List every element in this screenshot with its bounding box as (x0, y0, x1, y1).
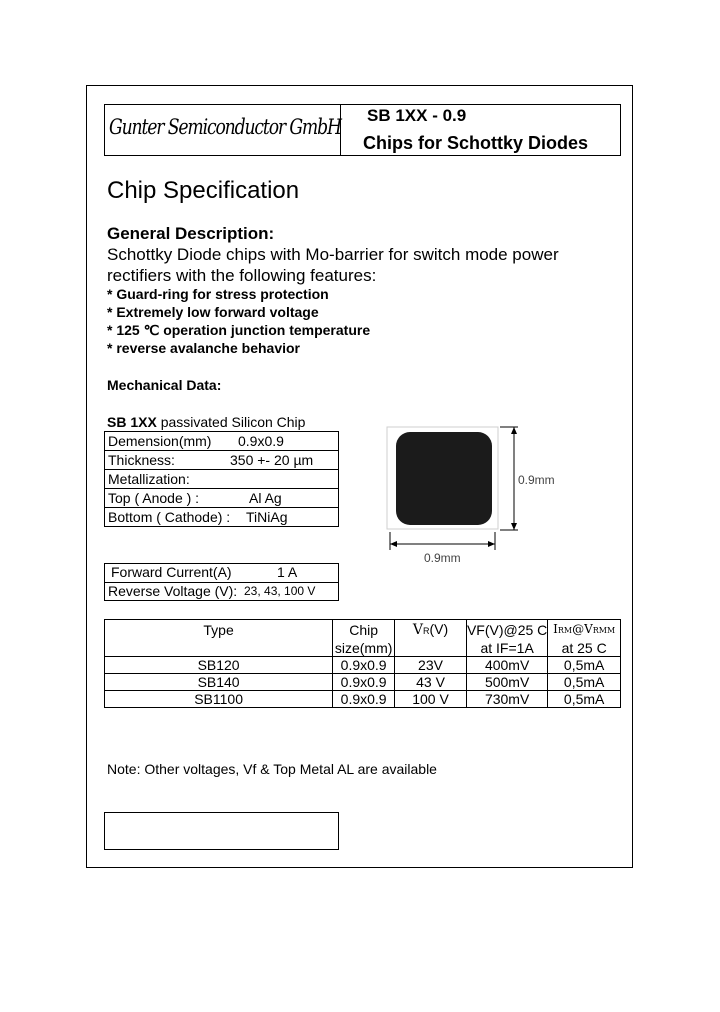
spec-label: Demension(mm) (108, 433, 212, 449)
header-irm-sub: at 25 C (548, 640, 621, 657)
cell-irm: 0,5mA (548, 657, 621, 674)
empty-box (104, 812, 339, 850)
chip-caption-rest: passivated Silicon Chip (156, 414, 306, 430)
spec-cell (105, 489, 339, 508)
spec-label: Top ( Anode ) : (108, 490, 200, 506)
spec-row (105, 508, 339, 527)
spec-value: Al Ag (249, 490, 282, 506)
forward-value: 1 A (277, 564, 298, 580)
header-vf: VF(V)@25 C (466, 620, 547, 641)
spec-label: Thickness: (108, 452, 175, 468)
spec-value: TiNiAg (246, 509, 288, 525)
header-irm: IRM@VRMM (548, 620, 621, 641)
cell-chip: 0.9x0.9 (333, 691, 395, 708)
arrow-down-icon (511, 523, 517, 530)
spec-row (105, 451, 339, 470)
cell-type: SB1100 (105, 691, 333, 708)
general-heading: General Description: (107, 224, 275, 243)
header-chip: Chip (333, 620, 395, 641)
reverse-label: Reverse Voltage (V): (108, 583, 238, 599)
company-logo-cell (105, 105, 341, 155)
subheader-empty (105, 640, 333, 657)
cell-vf: 730mV (466, 691, 547, 708)
cell-vr: 100 V (395, 691, 467, 708)
cell-irm: 0,5mA (548, 674, 621, 691)
spec-row (105, 432, 339, 451)
spec-value: 0.9x0.9 (238, 433, 284, 449)
feature-item: * Extremely low forward voltage (107, 304, 319, 320)
reverse-row (105, 582, 338, 601)
ratings-box (104, 563, 339, 601)
general-text: Schottky Diode chips with Mo-barrier for switch mode power rectifiers with the following features: (107, 245, 559, 285)
chip-pad (396, 432, 492, 525)
forward-label: Forward Current(A) (111, 564, 232, 580)
spec-label: Bottom ( Cathode) : (108, 509, 231, 525)
feature-item: * 125 ℃ operation junction temperature (107, 322, 371, 338)
cell-irm: 0,5mA (548, 691, 621, 708)
mechanical-heading: Mechanical Data: (107, 377, 222, 393)
spec-value: 350 +- 20 µm (230, 452, 314, 468)
feature-item: * Guard-ring for stress protection (107, 286, 329, 302)
spec-cell (105, 451, 339, 470)
header-chip-sub: size(mm) (333, 640, 395, 657)
part-number: SB 1XX - 0.9 (367, 106, 467, 125)
arrow-up-icon (511, 427, 517, 434)
spec-cell (105, 432, 339, 451)
reverse-value: 23, 43, 100 V (244, 584, 316, 598)
header-subtitle: Chips for Schottky Diodes (363, 133, 589, 153)
availability-note: Note: Other voltages, Vf & Top Metal AL are available (107, 761, 437, 777)
table-row (105, 657, 621, 674)
cell-vr: 43 V (395, 674, 467, 691)
spec-row (105, 470, 339, 489)
mechanical-table (104, 431, 339, 527)
header-vr: VR(V) (395, 620, 467, 641)
company-logo: Gunter Semiconductor GmbH (109, 115, 341, 139)
arrow-right-icon (488, 541, 495, 547)
cell-vr: 23V (395, 657, 467, 674)
forward-row (105, 564, 338, 582)
spec-cell (105, 508, 339, 527)
chip-caption-bold: SB 1XX (107, 414, 157, 430)
diode-table (104, 619, 621, 708)
height-label: 0.9mm (518, 473, 555, 487)
header-vf-sub: at IF=1A (466, 640, 547, 657)
cell-chip: 0.9x0.9 (333, 657, 395, 674)
header-box (104, 104, 621, 156)
chip-caption (107, 414, 305, 430)
cell-vf: 500mV (466, 674, 547, 691)
feature-item: * reverse avalanche behavior (107, 340, 301, 356)
spec-label: Metallization: (108, 471, 190, 487)
cell-chip: 0.9x0.9 (333, 674, 395, 691)
table-row (105, 691, 621, 708)
cell-type: SB140 (105, 674, 333, 691)
cell-type: SB120 (105, 657, 333, 674)
page-title: Chip Specification (107, 177, 300, 204)
cell-vf: 400mV (466, 657, 547, 674)
width-label: 0.9mm (424, 551, 461, 565)
subheader-empty (395, 640, 467, 657)
table-row (105, 674, 621, 691)
header-type: Type (105, 620, 333, 641)
spec-cell (105, 470, 339, 489)
spec-row (105, 489, 339, 508)
arrow-left-icon (390, 541, 397, 547)
table-subheader-row (105, 640, 621, 657)
chip-drawing (380, 420, 580, 570)
table-header-row (105, 620, 621, 641)
